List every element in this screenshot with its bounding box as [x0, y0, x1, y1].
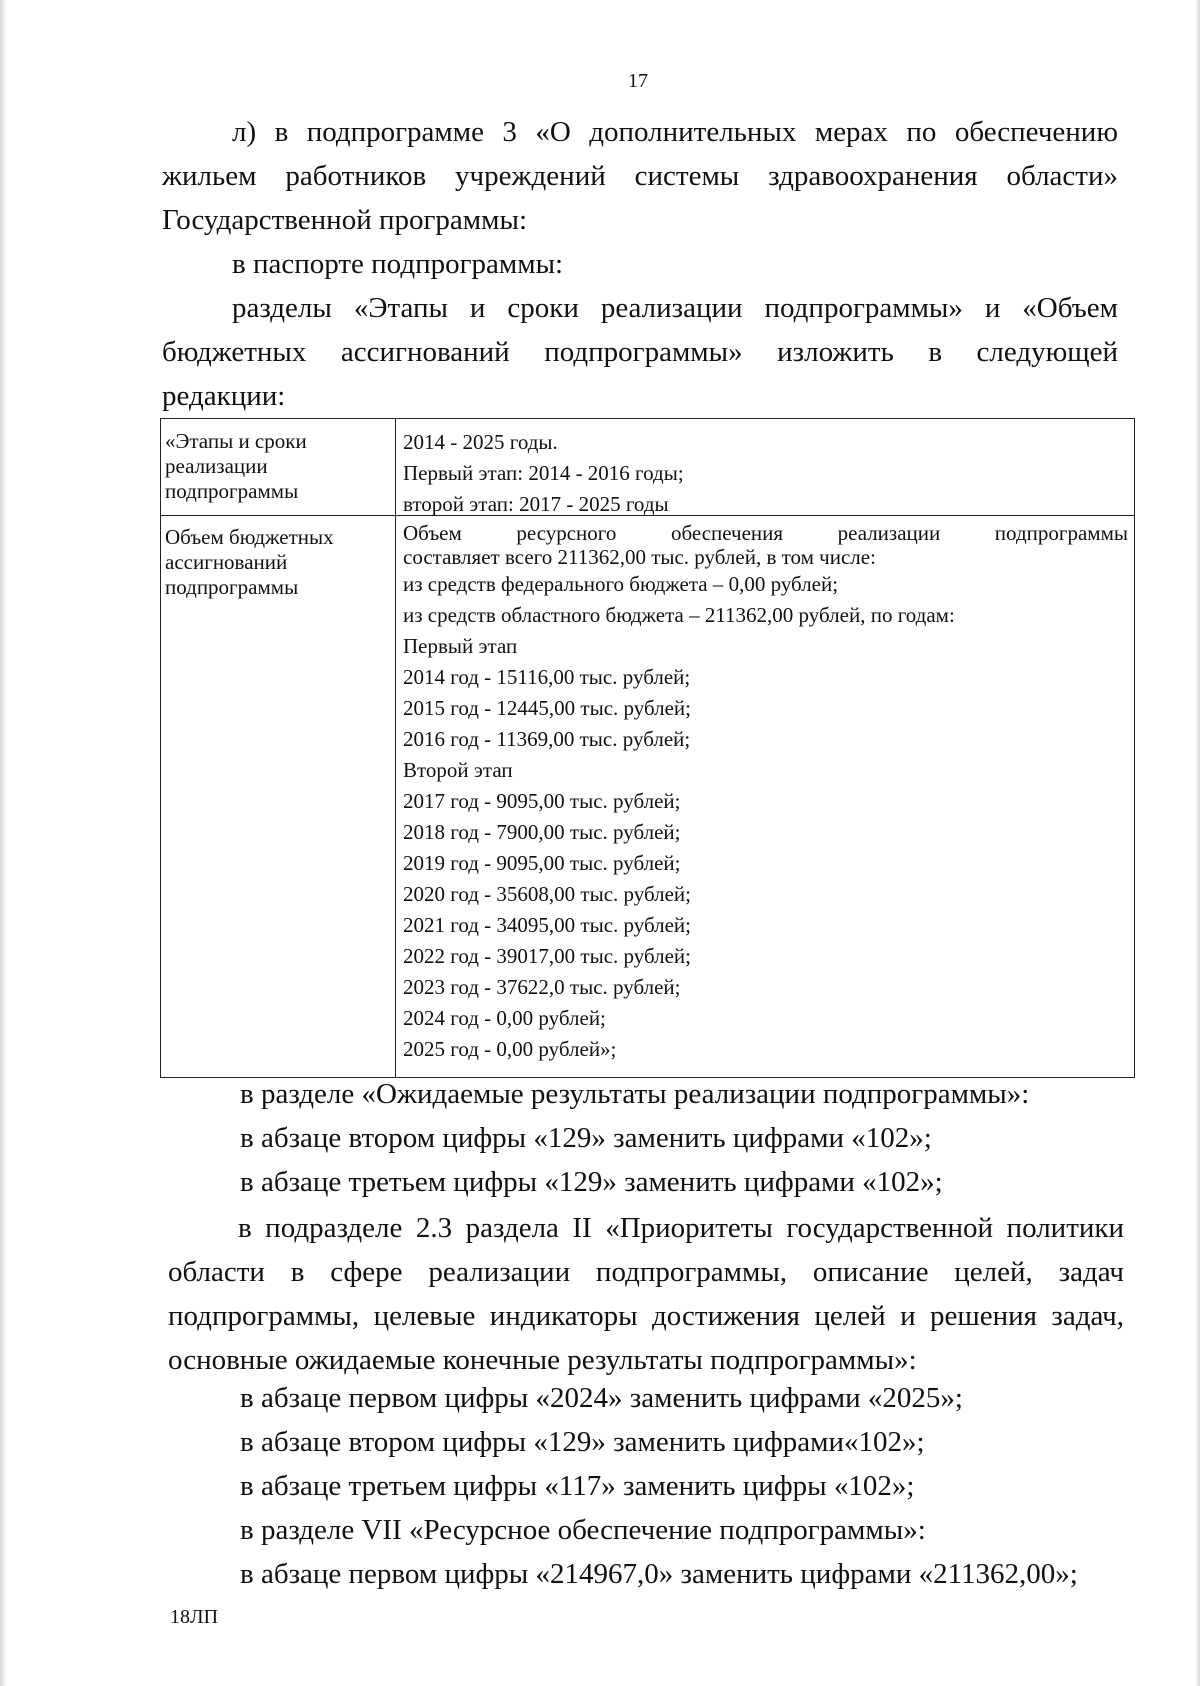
table-cell-label: «Этапы и сроки реализации подпрограммы	[165, 429, 307, 503]
table-cell-line: 2023 год - 37622,0 тыс. рублей;	[403, 975, 681, 999]
table-cell-line: 2016 год - 11369,00 тыс. рублей;	[403, 727, 691, 751]
table-cell-line: 2024 год - 0,00 рублей;	[403, 1006, 606, 1030]
table-cell-line: составляет всего 211362,00 тыс. рублей, в том числе:	[403, 545, 876, 569]
paragraph-passport: в паспорте подпрограммы:	[232, 248, 564, 280]
table-cell-line: 2015 год - 12445,00 тыс. рублей;	[403, 696, 692, 720]
table-row-stages	[161, 419, 1134, 516]
paragraph-line: основные ожидаемые конечные результаты подпрограммы»:	[168, 1344, 917, 1376]
table-row-budget	[161, 515, 1134, 1077]
table-cell-line: Первый этап: 2014 - 2016 годы;	[403, 461, 684, 485]
paragraph-line: жильем работников учреждений системы здравоохранения области»	[162, 160, 1118, 192]
table-cell-line: 2021 год - 34095,00 тыс. рублей;	[403, 913, 692, 937]
paragraph-expected-results: в разделе «Ожидаемые результаты реализации подпрограммы»:	[240, 1078, 1030, 1110]
paragraph-section-vii: в разделе VII «Ресурсное обеспечение подпрограммы»:	[240, 1514, 926, 1546]
paragraph-line: бюджетных ассигнований подпрограммы» изложить в следующей	[162, 336, 1118, 368]
column-divider	[395, 419, 396, 515]
table-cell-line: Второй этап	[403, 758, 513, 782]
paragraph-subsection-2-3	[168, 1206, 1124, 1382]
table-cell-label: Объем бюджетных ассигнований подпрограммы	[165, 525, 334, 599]
table-cell-value	[397, 419, 1134, 520]
paragraph-line: в абзаце первом цифры «214967,0» заменить цифрами «211362,00»;	[240, 1558, 1078, 1590]
paragraph-line: в абзаце втором цифры «129» заменить цифрами«102»;	[240, 1426, 925, 1458]
paragraph-line: в абзаце третьем цифры «117» заменить цифры «102»;	[240, 1470, 915, 1502]
paragraph-sections	[162, 286, 1118, 418]
paragraph-line: в подразделе 2.3 раздела II «Приоритеты государственной политики	[238, 1212, 1124, 1244]
table-cell-line: 2017 год - 9095,00 тыс. рублей;	[403, 789, 681, 813]
table-cell-line: 2020 год - 35608,00 тыс. рублей;	[403, 882, 692, 906]
table-cell-line: 2025 год - 0,00 рублей»;	[403, 1037, 617, 1061]
page-edge-left	[0, 0, 8, 1686]
table-cell-line: из средств федерального бюджета – 0,00 рублей;	[403, 572, 839, 596]
passport-table	[160, 418, 1135, 1078]
table-cell-line: 2019 год - 9095,00 тыс. рублей;	[403, 851, 681, 875]
paragraph-line: подпрограммы, целевые индикаторы достижения целей и решения задач,	[168, 1300, 1124, 1332]
table-cell-value	[397, 515, 1134, 1065]
paragraph-line: области в сфере реализации подпрограммы, описание целей, задач	[168, 1256, 1124, 1288]
table-cell-line: 2014 год - 15116,00 тыс. рублей;	[403, 665, 691, 689]
paragraph-line: в абзаце втором цифры «129» заменить цифрами «102»;	[240, 1122, 932, 1154]
page-edge-right	[1194, 0, 1200, 1686]
table-cell-line: Первый этап	[403, 634, 518, 658]
paragraph-line: разделы «Этапы и сроки реализации подпрограммы» и «Объем	[232, 292, 1118, 324]
paragraph-line: в абзаце первом цифры «2024» заменить цифрами «2025»;	[240, 1382, 963, 1414]
paragraph-line: редакции:	[162, 380, 286, 412]
paragraph-line: Государственной программы:	[162, 204, 528, 236]
paragraph-line: л) в подпрограмме 3 «О дополнительных мерах по обеспечению	[232, 116, 1118, 148]
page-number: 17	[628, 70, 648, 92]
footer-document-code: 18ЛП	[170, 1606, 219, 1628]
table-cell-line: 2014 - 2025 годы.	[403, 430, 558, 454]
table-cell-line: 2022 год - 39017,00 тыс. рублей;	[403, 944, 692, 968]
table-cell-line: 2018 год - 7900,00 тыс. рублей;	[403, 820, 681, 844]
table-cell-line: второй этап: 2017 - 2025 годы	[403, 492, 669, 516]
table-cell-line: из средств областного бюджета – 211362,00 рублей, по годам:	[403, 603, 955, 627]
table-cell-line: Объем ресурсного обеспечения реализации подпрограммы	[403, 521, 1128, 545]
column-divider	[395, 515, 396, 1077]
paragraph-subprogram-3	[162, 110, 1118, 242]
paragraph-line: в абзаце третьем цифры «129» заменить цифрами «102»;	[240, 1166, 943, 1198]
